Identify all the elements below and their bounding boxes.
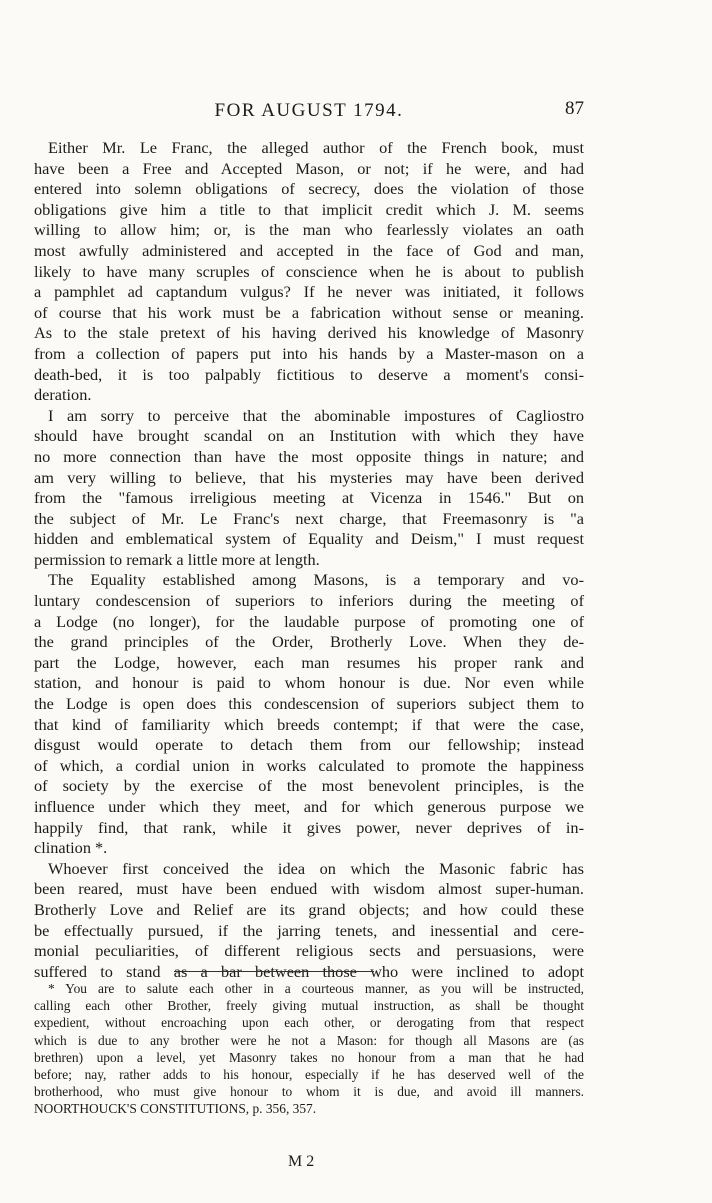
- text-line: Whoever first conceived the idea on which the Masonic fabric has: [48, 858, 584, 878]
- text-line: monial peculiarities, of different religious sects and persuasions, were: [34, 941, 584, 961]
- text-line: The Equality established among Masons, is a temporary and vo-: [48, 570, 584, 590]
- paragraph-4: [34, 859, 584, 983]
- text-line: that kind of familiarity which breeds contempt; if that were the case,: [34, 714, 584, 734]
- page-number: 87: [565, 98, 584, 119]
- text-line: of course that his work must be a fabrication without sense or meaning.: [34, 302, 584, 322]
- paragraph-2: [34, 406, 584, 571]
- text-line: influence under which they meet, and for which generous purpose we: [34, 797, 584, 816]
- text-line: be effectually pursued, if the jarring tenets, and inessential and cere-: [34, 920, 584, 940]
- text-line: a Lodge (no longer), for the laudable purpose of promoting one of: [34, 611, 584, 631]
- page-header: [34, 96, 584, 126]
- text-line: am very willing to believe, that his mysteries may have been derived: [34, 467, 584, 487]
- text-line: a pamphlet ad captandum vulgus? If he never was initiated, it follows: [34, 282, 584, 302]
- text-line: luntary condescension of superiors to inferiors during the meeting of: [34, 591, 584, 611]
- text-line: no more connection than have the most opposite things in nature; and: [34, 446, 584, 466]
- footnote-line: * You are to salute each other in a courteous manner, as you will be instructed,: [48, 981, 584, 996]
- text-line: deration.: [34, 385, 92, 405]
- text-line: death-bed, it is too palpably fictitious to deserve a moment's consi-: [34, 364, 584, 384]
- footnote-citation: NOORTHOUCK'S CONSTITUTIONS, p. 356, 357.: [34, 1101, 317, 1117]
- footnote-line: brethren) upon a level, yet Masonry takes no honour from a man that he had: [34, 1049, 584, 1065]
- text-line: willing to allow him; or, is the man who fearlessly violates an oath: [34, 220, 584, 240]
- text-line: have been a Free and Accepted Mason, or not; if he were, and had: [34, 158, 584, 178]
- text-line: should have brought scandal on an Institution with which they have: [34, 426, 584, 446]
- paragraph-1: [34, 138, 584, 406]
- text-line: entered into solemn obligations of secrecy, does the violation of those: [34, 179, 584, 199]
- text-line: hidden and emblematical system of Equality and Deism," I must request: [34, 529, 584, 549]
- text-line: As to the stale pretext of his having derived his knowledge of Masonry: [34, 323, 584, 343]
- footnote-line: expedient, without encroaching upon each other, or derogating from that respect: [34, 1015, 584, 1031]
- text-line: I am sorry to perceive that the abominable impostures of Cagliostro: [48, 405, 584, 425]
- footnote-line: brotherhood, who must give honour to whom it is due, and avoid ill manners.: [34, 1084, 584, 1100]
- text-line: obligations give him a title to that implicit credit which J. M. seems: [34, 199, 584, 219]
- text-line: clination *.: [34, 838, 108, 858]
- text-line: most awfully administered and accepted in the face of God and man,: [34, 240, 584, 260]
- text-line: likely to have many scruples of conscience when he is about to publish: [34, 261, 584, 281]
- text-line: the subject of Mr. Le Franc's next charge, that Freemasonry is "a: [34, 508, 584, 528]
- text-line: from a collection of papers put into his hands by a Master-mason on a: [34, 343, 584, 363]
- text-line: permission to remark a little more at length.: [34, 549, 320, 569]
- footnote: [34, 980, 584, 1118]
- text-line: disgust would operate to detach them from our fellowship; instead: [34, 735, 584, 755]
- text-line: been reared, must have been endued with wisdom almost super-human.: [34, 879, 584, 899]
- text-line: the Lodge is open does this condescension of superiors subject them to: [34, 694, 584, 714]
- text-line: Brotherly Love and Relief are its grand objects; and how could these: [34, 899, 584, 919]
- body-text: [34, 138, 584, 982]
- text-line: of society by the exercise of the most benevolent principles, is the: [34, 776, 584, 796]
- paragraph-3: [34, 570, 584, 858]
- signature-mark: M 2: [288, 1153, 315, 1170]
- text-line: of which, a cordial union in works calculated to promote the happiness: [34, 755, 584, 775]
- text-line: happily find, that rank, while it gives power, never deprives of in-: [34, 817, 584, 837]
- footnote-rule: [174, 971, 374, 972]
- text-line: from the "famous irreligious meeting at Vicenza in 1546." But on: [34, 488, 584, 508]
- running-head: FOR AUGUST 1794.: [214, 100, 404, 121]
- text-line: station, and honour is paid to whom honour is due. Nor even while: [34, 673, 584, 693]
- footnote-line: before; nay, rather adds to his honour, especially if he has deserved well of the: [34, 1066, 584, 1082]
- text-line: Either Mr. Le Franc, the alleged author of the French book, must: [48, 138, 584, 157]
- book-page: [34, 96, 584, 1176]
- footnote-line: calling each other Brother, freely giving mutual instruction, as shall be thought: [34, 998, 584, 1014]
- footnote-line: which is due to any brother were he not a Mason: for though all Masons are (as: [34, 1032, 584, 1048]
- text-line: the grand principles of the Order, Brotherly Love. When they de-: [34, 632, 584, 652]
- text-line: suffered to stand as a bar between those who were inclined to adopt: [34, 961, 584, 981]
- text-line: part the Lodge, however, each man resumes his proper rank and: [34, 652, 584, 672]
